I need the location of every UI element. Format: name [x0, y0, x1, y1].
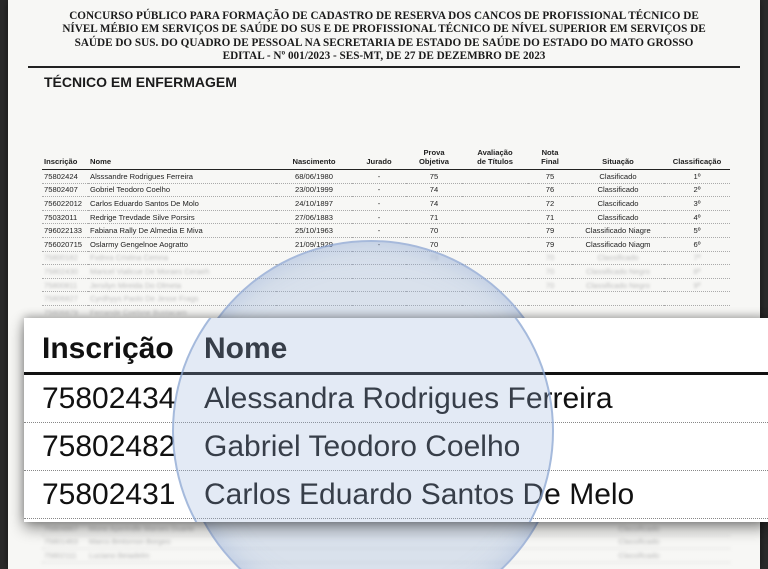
document-header — [28, 10, 740, 64]
cell-nome: Luciano Beiadelm — [89, 550, 150, 560]
cell-inscricao: 75806827 — [42, 292, 88, 306]
cell-classificacao: 3º — [664, 197, 730, 211]
zoom-nome: Gabriel Teodoro Coelho — [204, 430, 521, 463]
zoom-nome: Alessandra Rodrigues Ferreira — [204, 382, 613, 415]
zoom-inscricao: 75802482 — [42, 430, 176, 463]
table-row — [42, 183, 730, 197]
cell-classificacao: 7º — [664, 251, 730, 265]
cell-situacao: Classificado — [572, 183, 664, 197]
cell-titulos — [462, 224, 528, 238]
cell-situacao: Classificado — [572, 210, 664, 224]
cell-inscricao: 75801463 — [44, 537, 78, 547]
cell-situacao: Clasificado — [572, 170, 664, 184]
header-line-3: SAÚDE DO SUS. DO QUADRO DE PESSOAL NA SECRETARIA DE ESTADO DE SAÚDE DO ESTADO DO MATO GROSSO — [74, 36, 694, 49]
zoom-row — [24, 472, 768, 519]
cell-prova: 74 — [406, 183, 462, 197]
col-nascimento: Nascimento — [292, 157, 336, 166]
cell-prova: 74 — [406, 197, 462, 211]
col-avaliacao — [462, 148, 528, 170]
cell-situacao: Classificado — [618, 550, 660, 560]
cell-nascimento: 68/06/1980 — [276, 170, 352, 184]
cell-nascimento: 21/09/1929 — [276, 237, 352, 251]
col-prova-line2: Objetiva — [419, 157, 449, 166]
cell-situacao: Classificado Negro — [572, 278, 664, 292]
zoom-inscricao: 75802434 — [42, 382, 176, 415]
zoom-inscricao: 75802431 — [42, 478, 176, 511]
zoom-header-inscricao: Inscrição — [42, 332, 174, 365]
cell-situacao — [572, 292, 664, 306]
cell-nome: Alsssandre Rodrigues Ferreira — [88, 170, 276, 184]
cell-inscricao: 75802407 — [42, 183, 88, 197]
cell-nota: 75 — [528, 170, 572, 184]
cell-jurado: - — [352, 170, 406, 184]
cell-prova: 73 — [406, 251, 462, 265]
cell-classificacao: 6º — [664, 237, 730, 251]
cell-nascimento: 27/06/1883 — [276, 210, 352, 224]
cell-nota: 71 — [528, 210, 572, 224]
cell-inscricao: 756020715 — [42, 237, 88, 251]
header-line-2: NÍVEL MÉBIO EM SERVIÇOS DE SAÚDE DO SUS E DE PROFISSIONAL TÉCNICO DE NÍVEL SUPERIOR EM SERVIÇOS DE — [62, 23, 706, 36]
cell-titulos — [462, 197, 528, 211]
col-prova-line1: Prova — [423, 148, 445, 157]
cell-nome: Jersilyn Mireida Do Olmeta — [88, 278, 276, 292]
cell-inscricao: 756022012 — [42, 197, 88, 211]
cell-nota: 70 — [528, 265, 572, 279]
cell-prova: 70 — [406, 237, 462, 251]
zoom-nome: Carlos Eduardo Santos De Melo — [204, 478, 635, 511]
table-header-row — [42, 148, 730, 170]
cell-situacao: Classificado — [572, 251, 664, 265]
col-classificacao: Classificação — [672, 157, 722, 166]
cell-prova: 75 — [406, 170, 462, 184]
cell-nome: Marcs Bmtsrnsn Borgeo — [89, 537, 171, 547]
cell-nome: Ferrande Coelsne Bustacam — [88, 305, 276, 319]
cell-nascimento: 24/10/1897 — [276, 197, 352, 211]
cell-classificacao — [664, 305, 730, 319]
cell-nota: 72 — [528, 197, 572, 211]
header-line-4: EDITAL - Nº 001/2023 - SES-MT, DE 27 DE DEZEMBRO DE 2023 — [222, 50, 546, 63]
header-divider — [28, 66, 740, 68]
cell-nome: Redrige Trevdade Silve Porsirs — [88, 210, 276, 224]
cell-inscricao: 75806879 — [42, 305, 88, 319]
cell-nome: Gobriel Teodoro Coelho — [88, 183, 276, 197]
cell-nota — [528, 292, 572, 306]
cell-inscricao: 75802424 — [42, 170, 88, 184]
zoom-header-nome: Nome — [204, 332, 288, 365]
cell-inscricao: 75032011 — [42, 210, 88, 224]
table-row — [42, 224, 730, 238]
cell-jurado: - — [352, 224, 406, 238]
cell-nascimento: 25/10/1963 — [276, 224, 352, 238]
section-title: TÉCNICO EM ENFERMAGEM — [44, 74, 237, 90]
cell-situacao — [572, 305, 664, 319]
cell-situacao: Classificado — [618, 523, 660, 533]
cell-inscricao: 75802430 — [42, 265, 88, 279]
table-row — [42, 170, 730, 184]
cell-nota: 79 — [528, 237, 572, 251]
cell-nascimento: 23/00/1999 — [276, 183, 352, 197]
cell-nome: Oslarmy Gengelnoe Aogratto — [88, 237, 276, 251]
cell-inscricao: 796022133 — [42, 224, 88, 238]
cell-jurado: - — [352, 183, 406, 197]
cell-jurado: - — [352, 237, 406, 251]
cell-titulos — [462, 170, 528, 184]
cell-situacao: Classificado Niagm — [572, 237, 664, 251]
cell-prova: 71 — [406, 210, 462, 224]
col-avaliacao-line2: de Títulos — [477, 157, 513, 166]
col-situacao: Situação — [602, 157, 634, 166]
col-inscricao: Inscrição — [44, 157, 78, 166]
zoom-row — [24, 376, 768, 423]
cell-situacao: Classificado Negro — [572, 265, 664, 279]
cell-classificacao: 2º — [664, 183, 730, 197]
cell-classificacao: 5º — [664, 224, 730, 238]
cell-nome: Fvdnra Cristina Cemna — [88, 251, 276, 265]
cell-inscricao: 75800182 — [42, 251, 88, 265]
cell-classificacao: 1º — [664, 170, 730, 184]
cell-nota: 76 — [528, 183, 572, 197]
cell-situacao: Classificado Niagre — [572, 224, 664, 238]
table-row — [42, 197, 730, 211]
col-prova — [406, 148, 462, 170]
cell-inscricao: 75800811 — [42, 278, 88, 292]
cell-titulos — [462, 237, 528, 251]
cell-nome: Fabiana Rally De Almedia E Miva — [88, 224, 276, 238]
cell-nota — [528, 305, 572, 319]
cell-inscricao: 75802111 — [44, 550, 77, 560]
cell-classificacao: 8º — [664, 265, 730, 279]
cell-jurado: - — [352, 210, 406, 224]
cell-situacao: Classificado — [618, 537, 660, 547]
cell-titulos — [462, 210, 528, 224]
cell-classificacao — [664, 292, 730, 306]
cell-titulos — [462, 183, 528, 197]
cell-classificacao: 9º — [664, 278, 730, 292]
cell-titulos — [462, 251, 528, 265]
cell-nome: Maricel Vialicue De Moraes Ceraeh — [88, 265, 276, 279]
zoom-header-divider — [24, 372, 768, 375]
cell-jurado: - — [352, 197, 406, 211]
zoom-header-row — [24, 324, 768, 374]
cell-classificacao: 4º — [664, 210, 730, 224]
col-nota-line1: Nota — [541, 148, 559, 157]
cell-nome: Cyrdhyys Paolo De Jesse Frags — [88, 292, 276, 306]
cell-nome: Mone Aperindle Maroes Duarte — [89, 523, 195, 533]
col-nota — [528, 148, 572, 170]
header-line-1: CONCURSO PÚBLICO PARA FORMAÇÃO DE CADASTRO DE RESERVA DOS CANCOS DE PROFISSIONAL TÉCNICO DE — [69, 10, 699, 22]
cell-nota: 70 — [528, 278, 572, 292]
cell-situacao: Clascificado — [572, 197, 664, 211]
cell-nota: 70 — [528, 251, 572, 265]
table-row — [42, 210, 730, 224]
cell-nome: Carlos Eduardo Santos De Molo — [88, 197, 276, 211]
col-nome: Nome — [90, 157, 112, 166]
cell-nota: 79 — [528, 224, 572, 238]
cell-inscricao: 75804867 — [44, 523, 78, 533]
col-nota-line2: Final — [541, 157, 559, 166]
col-avaliacao-line1: Avaliação — [477, 148, 513, 157]
cell-prova: 70 — [406, 224, 462, 238]
zoom-row — [24, 424, 768, 471]
zoom-callout — [24, 318, 768, 522]
col-jurado: Jurado — [366, 157, 392, 166]
